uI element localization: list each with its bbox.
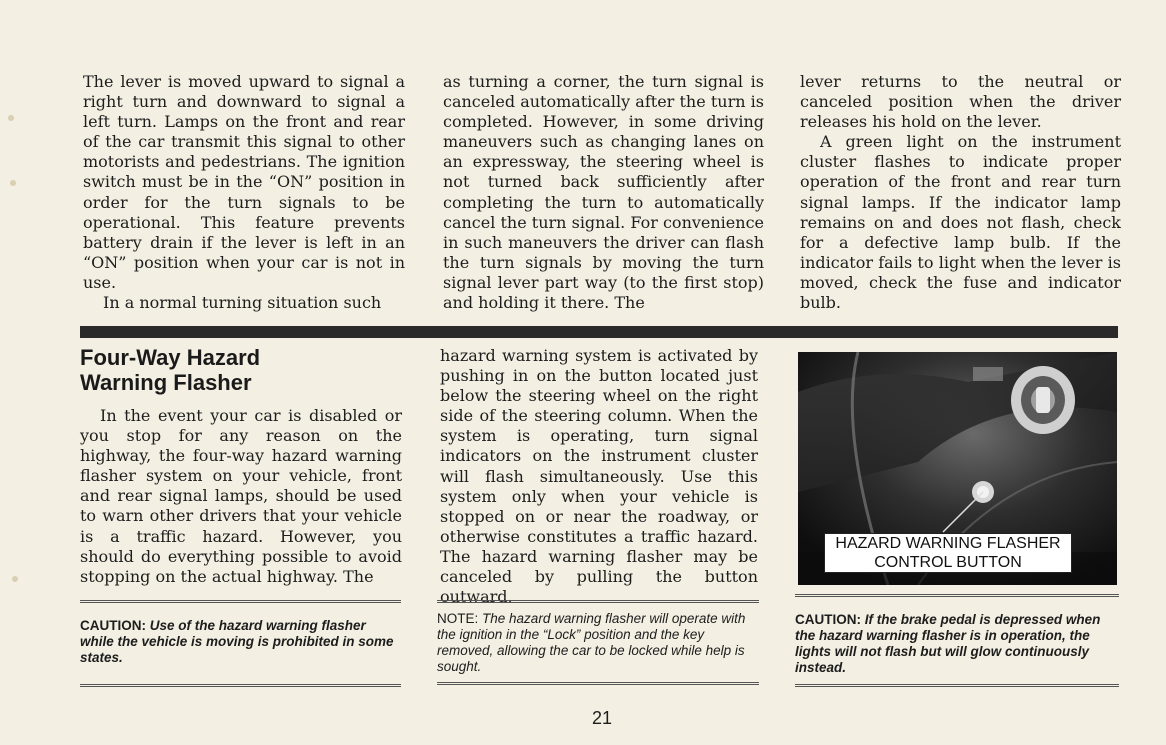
caution-body: Use of the hazard warning flasher while the vehicle is moving is prohibited in some states. [80, 618, 394, 665]
caution-label: CAUTION: [795, 612, 861, 627]
section-column-1 [80, 406, 402, 587]
rule-line [795, 594, 1119, 597]
rule-line [437, 682, 759, 685]
caution-label: CAUTION: [80, 618, 146, 633]
heading-line-2: Warning Flasher [80, 370, 252, 395]
caution-text [795, 612, 1119, 676]
note-label: NOTE: [437, 611, 479, 626]
paragraph: In the event your car is disabled or you stop for any reason on the highway, the four-way hazard warning flasher system on your vehicle, front and rear signal lamps, should be used to warn other drivers that your vehicle is a traffic hazard. However, you should do everything possible to avoid stopping on the actual highway. The [80, 406, 402, 586]
paper-smudge [12, 576, 18, 582]
paragraph: A green light on the instrument cluster flashes to indicate proper operation of the front and rear turn signal lamps. If the indicator lamp remains on and does not flash, check for a defective lamp bulb. If the indicator fails to light when the lever is moved, check the fuse and indicator bulb. [800, 132, 1121, 313]
paragraph: hazard warning system is activated by pushing in on the button located just below the steering wheel on the right side of the steering column. When the system is operating, turn signal indicators on the instrument cluster will flash simultaneously. Use this system only when your vehicle is stopped on or near the roadway, or otherwise constitutes a traffic hazard. The hazard warning flasher may be canceled by pulling the button outward. [440, 346, 758, 607]
rule-line [795, 684, 1119, 687]
top-column-3 [800, 72, 1121, 313]
rule-line [80, 600, 401, 603]
caution-body: If the brake pedal is depressed when the hazard warning flasher is in operation, the lights will not flash but will glow continuously instead. [795, 612, 1101, 675]
page-number: 21 [591, 708, 613, 728]
paper-smudge [10, 180, 16, 186]
top-column-1 [83, 72, 405, 313]
section-heading [80, 345, 400, 395]
note-box [437, 600, 759, 685]
note-body: The hazard warning flasher will operate with the ignition in the “Lock” position and the key removed, allowing the car to be locked while help is sought. [437, 611, 746, 674]
paragraph: lever returns to the neutral or canceled position when the driver releases his hold on the lever. [800, 72, 1121, 132]
paragraph: In a normal turning situation such [103, 293, 382, 313]
rule-line [80, 684, 401, 687]
photo-caption-label [824, 533, 1072, 573]
paper-smudge [8, 115, 14, 121]
caution-box-1 [80, 600, 401, 687]
caution-text [80, 618, 401, 666]
paragraph: The lever is moved upward to signal a right turn and downward to signal a left turn. Lamps on the front and rear of the car transmit this signal to other motorists and pedestrians. The ignition switch must be in the “ON” position in order for the turn signals to be operational. This feature prevents battery drain if the lever is left in an “ON” position when your car is not in use. [83, 72, 405, 292]
caption-line-2: CONTROL BUTTON [874, 554, 1022, 571]
section-divider-bar [80, 326, 1118, 338]
heading-line-1: Four-Way Hazard [80, 345, 261, 370]
caption-line-1: HAZARD WARNING FLASHER [835, 535, 1061, 552]
top-column-2 [443, 72, 764, 313]
paragraph: as turning a corner, the turn signal is canceled automatically after the turn is completed. However, in some driving maneuvers such as changing lanes on an expressway, the steering wheel is not turned back sufficiently after completing the turn to automatically cancel the turn signal. For convenience in such maneuvers the driver can flash the turn signals by moving the turn signal lever part way (to the first stop) and holding it there. The [443, 72, 764, 313]
section-column-2 [440, 346, 758, 607]
rule-line [437, 600, 759, 603]
caution-box-2 [795, 594, 1119, 687]
note-text [437, 611, 759, 675]
